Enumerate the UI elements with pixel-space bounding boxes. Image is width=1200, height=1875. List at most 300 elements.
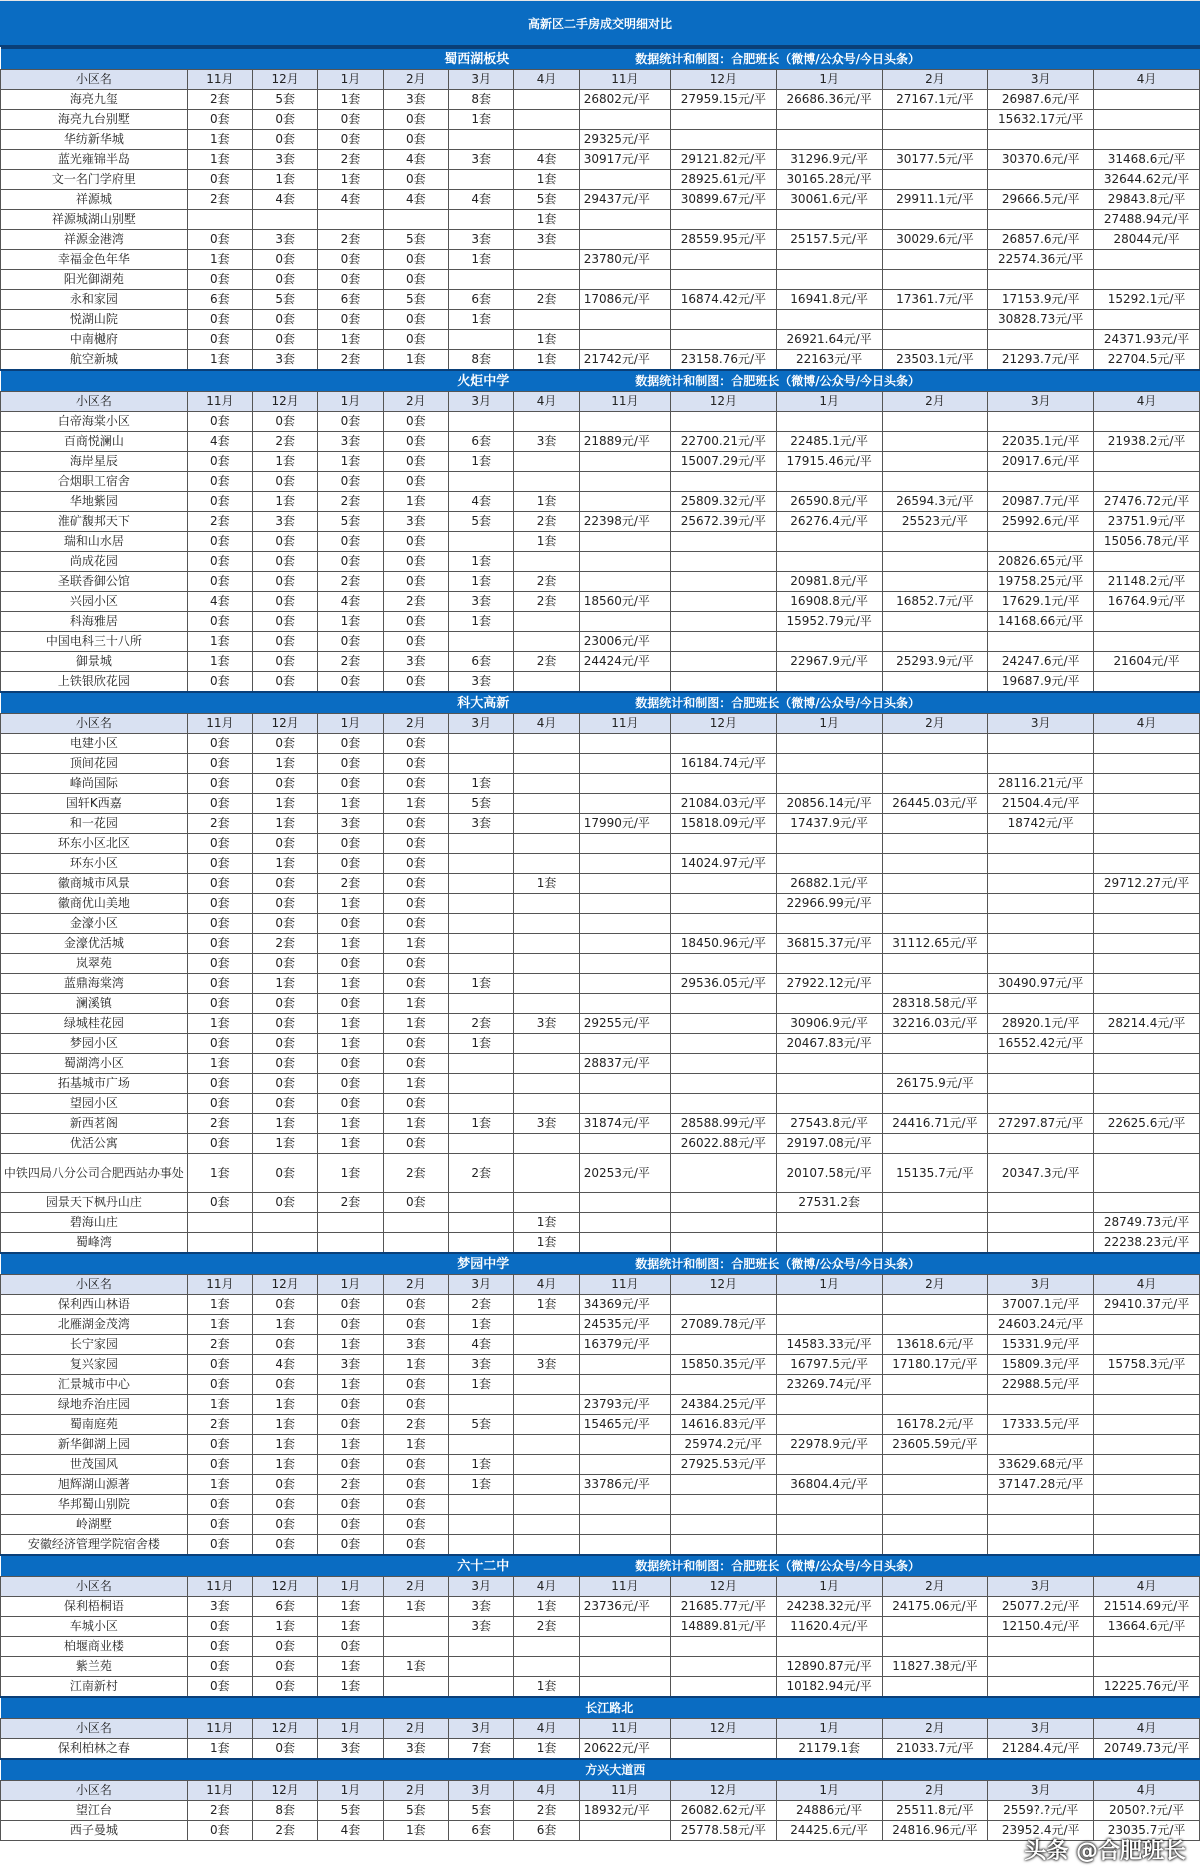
deal-count-cell: 2套 bbox=[514, 652, 579, 672]
column-header-count: 1月 bbox=[318, 1275, 383, 1295]
deal-count-cell: 0套 bbox=[318, 632, 383, 652]
deal-count-cell bbox=[448, 754, 513, 774]
unit-price-cell bbox=[776, 1395, 882, 1415]
table-row bbox=[1, 1014, 1200, 1034]
unit-price-cell: 26445.03元/平 bbox=[882, 794, 988, 814]
unit-price-cell bbox=[579, 1213, 670, 1233]
deal-count-cell bbox=[448, 914, 513, 934]
unit-price-cell bbox=[882, 572, 988, 592]
unit-price-cell: 22485.1元/平 bbox=[776, 432, 882, 452]
community-name: 西子曼城 bbox=[1, 1821, 188, 1841]
deal-count-cell: 1套 bbox=[253, 1395, 318, 1415]
table-row bbox=[1, 1213, 1200, 1233]
unit-price-cell bbox=[1094, 1657, 1200, 1677]
unit-price-cell bbox=[776, 1054, 882, 1074]
unit-price-cell bbox=[882, 472, 988, 492]
column-header-price: 4月 bbox=[1094, 1577, 1200, 1597]
deal-count-cell: 0套 bbox=[318, 1094, 383, 1114]
unit-price-cell: 27543.8元/平 bbox=[776, 1114, 882, 1134]
column-header-count: 2月 bbox=[383, 1577, 448, 1597]
unit-price-cell: 21685.77元/平 bbox=[670, 1597, 776, 1617]
column-header-price: 3月 bbox=[988, 1275, 1094, 1295]
deal-count-cell: 0套 bbox=[383, 110, 448, 130]
table-row bbox=[1, 90, 1200, 110]
deal-count-cell: 0套 bbox=[187, 412, 252, 432]
unit-price-cell: 11620.4元/平 bbox=[776, 1617, 882, 1637]
unit-price-cell bbox=[1094, 1054, 1200, 1074]
deal-count-cell: 2套 bbox=[253, 432, 318, 452]
unit-price-cell: 28116.21元/平 bbox=[988, 774, 1094, 794]
deal-count-cell bbox=[448, 1193, 513, 1213]
deal-count-cell: 0套 bbox=[383, 270, 448, 290]
unit-price-cell: 13618.6元/平 bbox=[882, 1335, 988, 1355]
deal-count-cell bbox=[514, 1074, 579, 1094]
deal-count-cell: 0套 bbox=[383, 1395, 448, 1415]
unit-price-cell: 18560元/平 bbox=[579, 592, 670, 612]
deal-count-cell: 1套 bbox=[383, 1114, 448, 1134]
unit-price-cell: 26802元/平 bbox=[579, 90, 670, 110]
unit-price-cell: 17629.1元/平 bbox=[988, 592, 1094, 612]
page-title: 高新区二手房成交明细对比 bbox=[0, 0, 1200, 47]
deal-count-cell: 3套 bbox=[318, 432, 383, 452]
unit-price-cell bbox=[776, 1315, 882, 1335]
unit-price-cell bbox=[1094, 1154, 1200, 1193]
unit-price-cell: 28214.4元/平 bbox=[1094, 1014, 1200, 1034]
deal-count-cell: 0套 bbox=[383, 734, 448, 754]
deal-count-cell: 1套 bbox=[448, 110, 513, 130]
deal-count-cell bbox=[514, 994, 579, 1014]
deal-count-cell: 5套 bbox=[383, 1801, 448, 1821]
deal-count-cell: 2套 bbox=[514, 1617, 579, 1637]
unit-price-cell bbox=[776, 532, 882, 552]
unit-price-cell: 28920.1元/平 bbox=[988, 1014, 1094, 1034]
deal-count-cell bbox=[448, 994, 513, 1014]
unit-price-cell bbox=[1094, 552, 1200, 572]
deal-count-cell: 0套 bbox=[383, 1475, 448, 1495]
unit-price-cell bbox=[1094, 734, 1200, 754]
unit-price-cell bbox=[670, 1034, 776, 1054]
column-header-count: 2月 bbox=[383, 1719, 448, 1739]
unit-price-cell bbox=[1094, 1034, 1200, 1054]
deal-count-cell: 0套 bbox=[253, 874, 318, 894]
deal-count-cell: 1套 bbox=[448, 552, 513, 572]
deal-count-cell bbox=[448, 1637, 513, 1657]
table-row bbox=[1, 1295, 1200, 1315]
deal-count-cell: 3套 bbox=[253, 512, 318, 532]
deal-count-cell bbox=[514, 672, 579, 693]
unit-price-cell bbox=[670, 1213, 776, 1233]
deal-count-cell: 5套 bbox=[448, 512, 513, 532]
unit-price-cell: 20467.83元/平 bbox=[776, 1034, 882, 1054]
unit-price-cell: 29666.5元/平 bbox=[988, 190, 1094, 210]
unit-price-cell bbox=[579, 874, 670, 894]
unit-price-cell: 12225.76元/平 bbox=[1094, 1677, 1200, 1698]
community-name: 悦湖山院 bbox=[1, 310, 188, 330]
table-row bbox=[1, 572, 1200, 592]
deal-count-cell: 0套 bbox=[318, 472, 383, 492]
deal-count-cell: 0套 bbox=[187, 1375, 252, 1395]
community-name: 海岸星辰 bbox=[1, 452, 188, 472]
unit-price-cell: 26882.1元/平 bbox=[776, 874, 882, 894]
unit-price-cell bbox=[988, 170, 1094, 190]
deal-count-cell: 0套 bbox=[253, 412, 318, 432]
deal-count-cell: 0套 bbox=[383, 1515, 448, 1535]
deal-count-cell bbox=[448, 1233, 513, 1254]
unit-price-cell: 30917元/平 bbox=[579, 150, 670, 170]
deal-count-cell: 3套 bbox=[253, 230, 318, 250]
deal-count-cell bbox=[514, 1455, 579, 1475]
table-row bbox=[1, 774, 1200, 794]
column-header-count: 3月 bbox=[448, 1275, 513, 1295]
deal-count-cell: 0套 bbox=[383, 774, 448, 794]
unit-price-cell bbox=[776, 552, 882, 572]
unit-price-cell: 16178.2元/平 bbox=[882, 1415, 988, 1435]
deal-count-cell bbox=[514, 1315, 579, 1335]
unit-price-cell bbox=[882, 632, 988, 652]
unit-price-cell bbox=[988, 1657, 1094, 1677]
community-name: 航空新城 bbox=[1, 350, 188, 371]
unit-price-cell bbox=[776, 412, 882, 432]
deal-count-cell: 4套 bbox=[383, 150, 448, 170]
community-name: 淮矿馥邦天下 bbox=[1, 512, 188, 532]
table-row bbox=[1, 230, 1200, 250]
unit-price-cell: 23035.7元/平 bbox=[1094, 1821, 1200, 1841]
unit-price-cell bbox=[882, 672, 988, 693]
unit-price-cell: 34369元/平 bbox=[579, 1295, 670, 1315]
deal-count-cell bbox=[383, 1617, 448, 1637]
unit-price-cell bbox=[776, 1455, 882, 1475]
deal-count-cell: 8套 bbox=[253, 1801, 318, 1821]
unit-price-cell bbox=[670, 1335, 776, 1355]
unit-price-cell bbox=[882, 1677, 988, 1698]
unit-price-cell bbox=[882, 894, 988, 914]
unit-price-cell: 22966.99元/平 bbox=[776, 894, 882, 914]
deal-count-cell: 4套 bbox=[448, 190, 513, 210]
unit-price-cell bbox=[882, 854, 988, 874]
community-name: 碧海山庄 bbox=[1, 1213, 188, 1233]
deal-count-cell: 1套 bbox=[253, 1315, 318, 1335]
column-header-price: 2月 bbox=[882, 1577, 988, 1597]
community-name: 优活公寓 bbox=[1, 1134, 188, 1154]
column-header-count: 3月 bbox=[448, 392, 513, 412]
deal-count-cell: 4套 bbox=[253, 1355, 318, 1375]
deal-count-cell: 0套 bbox=[187, 612, 252, 632]
deal-count-cell: 2套 bbox=[318, 572, 383, 592]
unit-price-cell bbox=[988, 330, 1094, 350]
unit-price-cell bbox=[1094, 1455, 1200, 1475]
community-name: 科海雅居 bbox=[1, 612, 188, 632]
deal-count-cell bbox=[318, 210, 383, 230]
deal-count-cell: 1套 bbox=[253, 1617, 318, 1637]
unit-price-cell: 22988.5元/平 bbox=[988, 1375, 1094, 1395]
unit-price-cell bbox=[579, 492, 670, 512]
deal-count-cell: 4套 bbox=[383, 190, 448, 210]
deal-count-cell: 1套 bbox=[448, 1114, 513, 1134]
unit-price-cell bbox=[579, 1637, 670, 1657]
unit-price-cell: 16552.42元/平 bbox=[988, 1034, 1094, 1054]
deal-count-cell bbox=[448, 854, 513, 874]
deal-count-cell: 1套 bbox=[253, 1134, 318, 1154]
table-row bbox=[1, 552, 1200, 572]
deal-count-cell: 1套 bbox=[318, 170, 383, 190]
unit-price-cell bbox=[882, 552, 988, 572]
deal-count-cell: 0套 bbox=[253, 592, 318, 612]
unit-price-cell: 21284.4元/平 bbox=[988, 1739, 1094, 1760]
unit-price-cell: 24816.96元/平 bbox=[882, 1821, 988, 1841]
unit-price-cell bbox=[776, 130, 882, 150]
deal-count-cell bbox=[514, 1134, 579, 1154]
table-row bbox=[1, 1637, 1200, 1657]
unit-price-cell bbox=[1094, 90, 1200, 110]
unit-price-cell bbox=[579, 1034, 670, 1054]
unit-price-cell: 15632.17元/平 bbox=[988, 110, 1094, 130]
deal-count-cell: 4套 bbox=[448, 492, 513, 512]
column-header-price: 1月 bbox=[776, 1275, 882, 1295]
deal-count-cell: 1套 bbox=[514, 350, 579, 371]
deal-count-cell: 0套 bbox=[318, 672, 383, 693]
community-name: 幸福金色年华 bbox=[1, 250, 188, 270]
unit-price-cell: 20987.7元/平 bbox=[988, 492, 1094, 512]
community-name: 绿城桂花园 bbox=[1, 1014, 188, 1034]
deal-count-cell: 1套 bbox=[448, 310, 513, 330]
deal-count-cell: 0套 bbox=[187, 894, 252, 914]
section-credit: 数据统计和制图：合肥班长（微博/公众号/今日头条） bbox=[579, 370, 1199, 392]
deal-count-cell bbox=[514, 814, 579, 834]
unit-price-cell: 29843.8元/平 bbox=[1094, 190, 1200, 210]
deal-count-cell: 0套 bbox=[187, 1193, 252, 1213]
deal-count-cell: 5套 bbox=[383, 290, 448, 310]
unit-price-cell bbox=[776, 270, 882, 290]
deal-count-cell: 3套 bbox=[383, 652, 448, 672]
unit-price-cell bbox=[882, 330, 988, 350]
deal-count-cell: 0套 bbox=[253, 532, 318, 552]
section-title: 蜀西湖板块 bbox=[1, 48, 580, 70]
community-name: 金濠小区 bbox=[1, 914, 188, 934]
unit-price-cell bbox=[1094, 934, 1200, 954]
community-name: 江南新村 bbox=[1, 1677, 188, 1698]
column-header-price: 11月 bbox=[579, 714, 670, 734]
column-header-count: 11月 bbox=[187, 392, 252, 412]
unit-price-cell: 31112.65元/平 bbox=[882, 934, 988, 954]
deal-count-cell: 6套 bbox=[448, 290, 513, 310]
unit-price-cell bbox=[670, 1637, 776, 1657]
unit-price-cell bbox=[1094, 130, 1200, 150]
unit-price-cell: 30061.6元/平 bbox=[776, 190, 882, 210]
deal-count-cell bbox=[253, 1233, 318, 1254]
deal-count-cell bbox=[514, 894, 579, 914]
unit-price-cell: 33786元/平 bbox=[579, 1475, 670, 1495]
unit-price-cell bbox=[670, 894, 776, 914]
column-header-row bbox=[1, 714, 1200, 734]
table-row bbox=[1, 1154, 1200, 1193]
column-header-count: 11月 bbox=[187, 714, 252, 734]
unit-price-cell bbox=[1094, 452, 1200, 472]
unit-price-cell bbox=[882, 754, 988, 774]
unit-price-cell bbox=[1094, 1637, 1200, 1657]
unit-price-cell bbox=[988, 994, 1094, 1014]
deal-count-cell: 2套 bbox=[448, 1014, 513, 1034]
column-header-row bbox=[1, 1577, 1200, 1597]
deal-count-cell: 2套 bbox=[318, 652, 383, 672]
unit-price-cell: 17333.5元/平 bbox=[988, 1415, 1094, 1435]
unit-price-cell: 18932元/平 bbox=[579, 1801, 670, 1821]
deal-count-cell bbox=[514, 130, 579, 150]
deal-count-cell: 0套 bbox=[187, 1034, 252, 1054]
unit-price-cell: 17086元/平 bbox=[579, 290, 670, 310]
unit-price-cell bbox=[1094, 954, 1200, 974]
deal-count-cell: 0套 bbox=[187, 452, 252, 472]
unit-price-cell bbox=[670, 734, 776, 754]
deal-count-cell: 1套 bbox=[383, 1074, 448, 1094]
deal-count-cell: 0套 bbox=[383, 612, 448, 632]
deal-count-cell: 1套 bbox=[318, 1677, 383, 1698]
deal-count-cell: 1套 bbox=[514, 1597, 579, 1617]
deal-count-cell bbox=[514, 1154, 579, 1193]
unit-price-cell bbox=[1094, 754, 1200, 774]
deal-count-cell: 1套 bbox=[448, 452, 513, 472]
section-banner-left bbox=[1, 1759, 580, 1781]
deal-count-cell: 0套 bbox=[187, 1657, 252, 1677]
deal-count-cell: 0套 bbox=[383, 954, 448, 974]
deal-count-cell: 0套 bbox=[253, 1054, 318, 1074]
unit-price-cell: 28559.95元/平 bbox=[670, 230, 776, 250]
unit-price-cell: 31468.6元/平 bbox=[1094, 150, 1200, 170]
column-header-row bbox=[1, 1781, 1200, 1801]
unit-price-cell bbox=[882, 452, 988, 472]
unit-price-cell: 23751.9元/平 bbox=[1094, 512, 1200, 532]
column-header-count: 11月 bbox=[187, 1781, 252, 1801]
deal-count-cell bbox=[514, 1657, 579, 1677]
table-row bbox=[1, 1315, 1200, 1335]
unit-price-cell bbox=[1094, 672, 1200, 693]
column-header-row bbox=[1, 1275, 1200, 1295]
unit-price-cell bbox=[579, 472, 670, 492]
community-name: 新西茗阁 bbox=[1, 1114, 188, 1134]
unit-price-cell bbox=[579, 1657, 670, 1677]
unit-price-cell: 23158.76元/平 bbox=[670, 350, 776, 371]
unit-price-cell: 20107.58元/平 bbox=[776, 1154, 882, 1193]
unit-price-cell bbox=[670, 1375, 776, 1395]
column-header-count: 2月 bbox=[383, 392, 448, 412]
column-header-price: 2月 bbox=[882, 1275, 988, 1295]
unit-price-cell: 20826.65元/平 bbox=[988, 552, 1094, 572]
table-row bbox=[1, 472, 1200, 492]
deal-count-cell: 0套 bbox=[253, 1657, 318, 1677]
section-title: 科大高新 bbox=[1, 692, 580, 714]
deal-count-cell bbox=[514, 1193, 579, 1213]
deal-count-cell: 6套 bbox=[448, 432, 513, 452]
deal-count-cell bbox=[448, 1677, 513, 1698]
unit-price-cell bbox=[579, 914, 670, 934]
unit-price-cell bbox=[579, 834, 670, 854]
deal-count-cell: 0套 bbox=[253, 1154, 318, 1193]
unit-price-cell bbox=[988, 532, 1094, 552]
column-header-count: 2月 bbox=[383, 1781, 448, 1801]
unit-price-cell: 21179.1套 bbox=[776, 1739, 882, 1760]
deal-count-cell: 0套 bbox=[253, 994, 318, 1014]
unit-price-cell bbox=[579, 452, 670, 472]
deal-count-cell: 1套 bbox=[187, 1315, 252, 1335]
deal-count-cell: 0套 bbox=[253, 472, 318, 492]
deal-count-cell bbox=[448, 130, 513, 150]
deal-count-cell bbox=[448, 472, 513, 492]
deal-count-cell: 0套 bbox=[187, 954, 252, 974]
deal-count-cell: 1套 bbox=[448, 1034, 513, 1054]
table-row bbox=[1, 512, 1200, 532]
unit-price-cell bbox=[1094, 1515, 1200, 1535]
table-row bbox=[1, 1094, 1200, 1114]
community-name: 环东小区北区 bbox=[1, 834, 188, 854]
deal-count-cell bbox=[448, 834, 513, 854]
unit-price-cell bbox=[1094, 1193, 1200, 1213]
community-name: 国轩K西嘉 bbox=[1, 794, 188, 814]
column-header-count: 12月 bbox=[253, 70, 318, 90]
deal-count-cell: 3套 bbox=[318, 1355, 383, 1375]
table-row bbox=[1, 652, 1200, 672]
unit-price-cell bbox=[988, 754, 1094, 774]
deal-count-cell: 3套 bbox=[448, 814, 513, 834]
column-header-price: 11月 bbox=[579, 1577, 670, 1597]
unit-price-cell bbox=[579, 1355, 670, 1375]
unit-price-cell bbox=[882, 1054, 988, 1074]
unit-price-cell: 23503.1元/平 bbox=[882, 350, 988, 371]
deal-count-cell: 3套 bbox=[448, 1597, 513, 1617]
unit-price-cell: 17361.7元/平 bbox=[882, 290, 988, 310]
community-name: 园景天下枫丹山庄 bbox=[1, 1193, 188, 1213]
unit-price-cell bbox=[776, 472, 882, 492]
deal-count-cell: 0套 bbox=[318, 774, 383, 794]
unit-price-cell bbox=[988, 210, 1094, 230]
deal-count-cell bbox=[514, 452, 579, 472]
table-row bbox=[1, 672, 1200, 693]
deal-count-cell: 5套 bbox=[318, 512, 383, 532]
unit-price-cell: 26857.6元/平 bbox=[988, 230, 1094, 250]
unit-price-cell: 21889元/平 bbox=[579, 432, 670, 452]
unit-price-cell bbox=[670, 330, 776, 350]
unit-price-cell bbox=[882, 734, 988, 754]
unit-price-cell: 2559?.?元/平 bbox=[988, 1801, 1094, 1821]
deal-count-cell: 2套 bbox=[187, 1801, 252, 1821]
community-name: 蓝鼎海棠湾 bbox=[1, 974, 188, 994]
deal-count-cell: 3套 bbox=[383, 1335, 448, 1355]
unit-price-cell bbox=[670, 652, 776, 672]
unit-price-cell bbox=[1094, 632, 1200, 652]
column-header-count: 11月 bbox=[187, 70, 252, 90]
unit-price-cell bbox=[579, 1515, 670, 1535]
deal-count-cell: 0套 bbox=[318, 1637, 383, 1657]
unit-price-cell bbox=[670, 1295, 776, 1315]
deal-count-cell: 3套 bbox=[383, 1739, 448, 1760]
unit-price-cell: 27297.87元/平 bbox=[988, 1114, 1094, 1134]
deal-count-cell bbox=[514, 954, 579, 974]
deal-count-cell bbox=[514, 632, 579, 652]
table-row bbox=[1, 1233, 1200, 1254]
column-header-price: 3月 bbox=[988, 1781, 1094, 1801]
deal-count-cell: 0套 bbox=[187, 110, 252, 130]
deal-count-cell: 5套 bbox=[448, 794, 513, 814]
deal-count-cell bbox=[514, 734, 579, 754]
deal-count-cell: 4套 bbox=[318, 190, 383, 210]
community-name: 顶间花园 bbox=[1, 754, 188, 774]
unit-price-cell: 17437.9元/平 bbox=[776, 814, 882, 834]
column-header-count: 4月 bbox=[514, 1577, 579, 1597]
section-header bbox=[1, 1697, 1200, 1719]
table-row bbox=[1, 874, 1200, 894]
column-header-price: 3月 bbox=[988, 1577, 1094, 1597]
deal-count-cell: 0套 bbox=[318, 1315, 383, 1335]
community-name: 和一花园 bbox=[1, 814, 188, 834]
deal-count-cell: 0套 bbox=[187, 492, 252, 512]
